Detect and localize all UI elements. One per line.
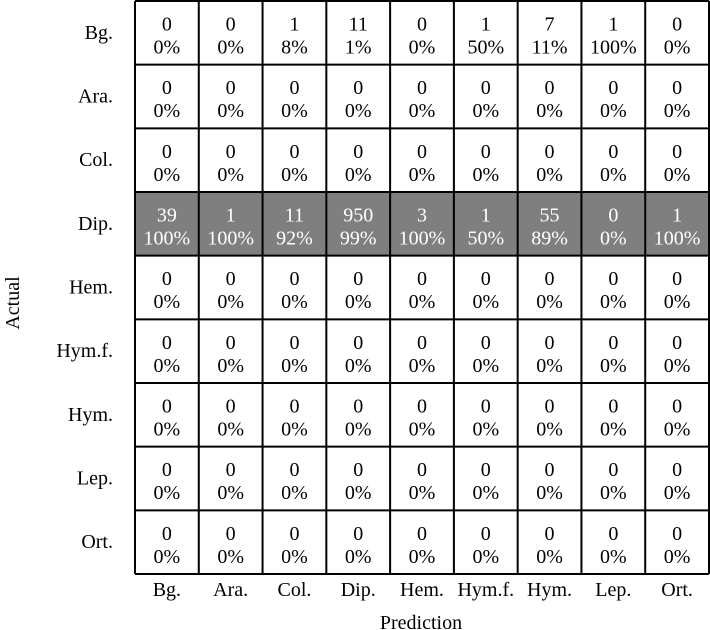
cell-count-label: 0 bbox=[544, 140, 555, 163]
cell-percent-label: 0% bbox=[344, 418, 372, 441]
cell-count-label: 0 bbox=[161, 459, 172, 482]
cell-count-label: 39 bbox=[156, 204, 177, 227]
x-tick-label: Dip. bbox=[340, 579, 376, 601]
cell-percent-label: 0% bbox=[536, 354, 563, 377]
cell-count-label: 0 bbox=[161, 331, 172, 354]
cell-percent-label: 0% bbox=[344, 100, 372, 123]
cell-count-label: 55 bbox=[539, 204, 560, 227]
y-axis-label: Actual bbox=[2, 276, 24, 330]
cell-count-label: 0 bbox=[417, 13, 427, 36]
cell-percent-label: 0% bbox=[217, 36, 245, 59]
cell-percent-label: 99% bbox=[339, 227, 377, 250]
cell-count-label: 0 bbox=[225, 331, 236, 354]
cell-count-label: 0 bbox=[225, 268, 236, 291]
cell-count-label: 0 bbox=[417, 522, 427, 545]
cell-count-label: 0 bbox=[417, 268, 427, 291]
cell-count-label: 0 bbox=[672, 140, 683, 163]
cell-count-label: 0 bbox=[161, 268, 172, 291]
cell-count-label: 0 bbox=[480, 331, 491, 354]
cell-percent-label: 0% bbox=[663, 291, 691, 314]
cell-percent-label: 0% bbox=[153, 36, 181, 59]
cell-count-label: 1 bbox=[289, 13, 300, 36]
cell-count-label: 0 bbox=[161, 395, 172, 418]
cell-percent-label: 0% bbox=[599, 163, 627, 186]
cell-count-label: 0 bbox=[353, 395, 364, 418]
cell-count-label: 0 bbox=[225, 459, 236, 482]
cell-percent-label: 0% bbox=[536, 545, 563, 568]
cell-count-label: 0 bbox=[608, 268, 619, 291]
cell-percent-label: 0% bbox=[663, 545, 691, 568]
cell-count-label: 0 bbox=[417, 77, 427, 100]
cell-percent-label: 0% bbox=[663, 163, 691, 186]
cell-percent-label: 0% bbox=[663, 418, 691, 441]
x-tick-labels bbox=[153, 579, 693, 601]
x-axis-label: Prediction bbox=[379, 612, 463, 630]
cell-percent-label: 0% bbox=[217, 100, 245, 123]
cell-percent-label: 0% bbox=[344, 163, 372, 186]
cell-count-label: 0 bbox=[289, 331, 300, 354]
cell-count-label: 0 bbox=[225, 395, 236, 418]
cell-percent-label: 0% bbox=[217, 418, 245, 441]
cell-count-label: 0 bbox=[544, 77, 555, 100]
cell-percent-label: 0% bbox=[153, 100, 181, 123]
y-tick-label: Bg. bbox=[84, 21, 113, 44]
x-tick-label: Hym.f. bbox=[457, 579, 515, 601]
cell-percent-label: 0% bbox=[663, 100, 691, 123]
y-tick-label: Ort. bbox=[81, 531, 113, 554]
y-tick-label: Col. bbox=[79, 149, 113, 172]
cell-percent-label: 100% bbox=[398, 227, 446, 250]
cell-percent-label: 0% bbox=[536, 418, 563, 441]
cell-percent-label: 0% bbox=[472, 482, 500, 505]
cell-count-label: 0 bbox=[672, 13, 683, 36]
cell-count-label: 0 bbox=[353, 268, 364, 291]
cell-percent-label: 0% bbox=[472, 354, 500, 377]
cell-count-label: 1 bbox=[480, 13, 491, 36]
cell-percent-label: 0% bbox=[153, 545, 181, 568]
cell-percent-label: 0% bbox=[536, 291, 563, 314]
cell-percent-label: 50% bbox=[467, 227, 505, 250]
cell-count-label: 0 bbox=[353, 140, 364, 163]
cell-count-label: 0 bbox=[480, 459, 491, 482]
cell-percent-label: 0% bbox=[599, 100, 627, 123]
cell-count-label: 1 bbox=[672, 204, 683, 227]
cell-count-label: 0 bbox=[480, 395, 491, 418]
cell-percent-label: 0% bbox=[599, 545, 627, 568]
cell-count-label: 0 bbox=[353, 331, 364, 354]
cell-percent-label: 0% bbox=[281, 418, 308, 441]
cell-count-label: 0 bbox=[289, 268, 300, 291]
cell-percent-label: 0% bbox=[408, 545, 436, 568]
cell-percent-label: 92% bbox=[276, 227, 313, 250]
cell-count-label: 0 bbox=[544, 459, 555, 482]
cell-percent-label: 0% bbox=[599, 227, 627, 250]
cell-count-label: 0 bbox=[289, 522, 300, 545]
cell-percent-label: 8% bbox=[281, 36, 308, 59]
cell-count-label: 0 bbox=[417, 395, 427, 418]
cell-count-label: 0 bbox=[544, 395, 555, 418]
cell-count-label: 0 bbox=[289, 77, 300, 100]
y-tick-label: Hem. bbox=[69, 276, 113, 299]
y-tick-label: Dip. bbox=[78, 212, 113, 235]
cell-percent-label: 0% bbox=[599, 418, 627, 441]
cell-count-label: 0 bbox=[289, 459, 300, 482]
cell-percent-label: 0% bbox=[472, 100, 500, 123]
cell-count-label: 0 bbox=[672, 331, 683, 354]
cell-count-label: 0 bbox=[480, 268, 491, 291]
cell-percent-label: 1% bbox=[344, 36, 372, 59]
x-tick-label: Hem. bbox=[400, 579, 444, 601]
cell-percent-label: 0% bbox=[408, 354, 436, 377]
cell-count-label: 0 bbox=[672, 522, 683, 545]
cell-percent-label: 0% bbox=[408, 418, 436, 441]
cell-percent-label: 0% bbox=[217, 482, 245, 505]
cell-count-label: 0 bbox=[608, 140, 619, 163]
cell-percent-label: 0% bbox=[472, 545, 500, 568]
cell-count-label: 0 bbox=[544, 331, 555, 354]
y-tick-label: Hym. bbox=[68, 403, 113, 426]
cell-percent-label: 0% bbox=[153, 291, 181, 314]
cell-count-label: 0 bbox=[417, 140, 427, 163]
cell-count-label: 0 bbox=[353, 522, 364, 545]
cell-count-label: 0 bbox=[417, 459, 427, 482]
cell-count-label: 0 bbox=[672, 77, 683, 100]
cell-percent-label: 0% bbox=[153, 418, 181, 441]
cell-percent-label: 0% bbox=[281, 482, 308, 505]
cell-percent-label: 100% bbox=[207, 227, 255, 250]
cell-count-label: 11 bbox=[284, 204, 305, 227]
cell-count-label: 0 bbox=[480, 522, 491, 545]
y-tick-label: Lep. bbox=[76, 467, 113, 490]
cell-percent-label: 0% bbox=[281, 100, 308, 123]
cell-percent-label: 0% bbox=[344, 545, 372, 568]
cell-percent-label: 50% bbox=[467, 36, 505, 59]
cell-count-label: 0 bbox=[289, 140, 300, 163]
cell-percent-label: 0% bbox=[408, 482, 436, 505]
cell-percent-label: 0% bbox=[472, 291, 500, 314]
cell-count-label: 11 bbox=[348, 13, 368, 36]
cell-percent-label: 89% bbox=[531, 227, 568, 250]
cell-count-label: 0 bbox=[544, 522, 555, 545]
cell-percent-label: 100% bbox=[143, 227, 191, 250]
cell-count-label: 0 bbox=[417, 331, 427, 354]
cell-percent-label: 0% bbox=[408, 163, 436, 186]
cell-percent-label: 0% bbox=[663, 354, 691, 377]
cell-percent-label: 0% bbox=[153, 163, 181, 186]
cell-percent-label: 0% bbox=[217, 354, 245, 377]
cell-count-label: 0 bbox=[672, 459, 683, 482]
cell-count-label: 0 bbox=[161, 140, 172, 163]
cell-count-label: 0 bbox=[672, 268, 683, 291]
cell-count-label: 0 bbox=[544, 268, 555, 291]
cell-percent-label: 0% bbox=[344, 482, 372, 505]
cell-percent-label: 0% bbox=[408, 291, 436, 314]
cell-percent-label: 0% bbox=[408, 36, 436, 59]
cell-count-label: 1 bbox=[608, 13, 619, 36]
cell-count-label: 1 bbox=[225, 204, 236, 227]
cell-percent-label: 0% bbox=[663, 482, 691, 505]
x-tick-label: Col. bbox=[277, 579, 312, 601]
cell-percent-label: 0% bbox=[344, 354, 372, 377]
cell-count-label: 7 bbox=[544, 13, 555, 36]
cell-count-label: 0 bbox=[225, 140, 236, 163]
cell-count-label: 0 bbox=[672, 395, 683, 418]
cell-percent-label: 0% bbox=[153, 354, 181, 377]
cell-percent-label: 0% bbox=[408, 100, 436, 123]
cell-percent-label: 0% bbox=[281, 354, 308, 377]
cell-percent-label: 0% bbox=[472, 163, 500, 186]
y-tick-label: Hym.f. bbox=[56, 340, 113, 363]
cell-percent-label: 0% bbox=[536, 163, 563, 186]
cell-percent-label: 0% bbox=[472, 418, 500, 441]
x-tick-label: Lep. bbox=[595, 579, 632, 601]
cell-percent-label: 0% bbox=[281, 291, 308, 314]
cell-count-label: 950 bbox=[343, 204, 374, 227]
cell-count-label: 0 bbox=[225, 77, 236, 100]
x-tick-label: Ara. bbox=[213, 579, 249, 601]
matrix-cells bbox=[135, 1, 709, 574]
cell-count-label: 0 bbox=[353, 77, 364, 100]
y-tick-labels bbox=[56, 22, 113, 553]
cell-count-label: 0 bbox=[608, 395, 619, 418]
cell-count-label: 0 bbox=[225, 522, 236, 545]
cell-count-label: 1 bbox=[480, 204, 491, 227]
cell-percent-label: 0% bbox=[217, 291, 245, 314]
cell-count-label: 0 bbox=[480, 140, 491, 163]
cell-percent-label: 0% bbox=[217, 545, 245, 568]
cell-count-label: 0 bbox=[608, 204, 619, 227]
cell-count-label: 0 bbox=[161, 77, 172, 100]
cell-percent-label: 11% bbox=[531, 36, 568, 59]
cell-percent-label: 0% bbox=[217, 163, 245, 186]
cell-percent-label: 100% bbox=[589, 36, 637, 59]
x-tick-label: Ort. bbox=[661, 579, 693, 601]
cell-count-label: 0 bbox=[161, 13, 172, 36]
cell-percent-label: 0% bbox=[599, 291, 627, 314]
cell-percent-label: 0% bbox=[344, 291, 372, 314]
cell-count-label: 0 bbox=[225, 13, 236, 36]
cell-percent-label: 0% bbox=[281, 163, 308, 186]
cell-count-label: 0 bbox=[353, 459, 364, 482]
cell-count-label: 0 bbox=[161, 522, 172, 545]
y-tick-label: Ara. bbox=[78, 85, 113, 108]
x-tick-label: Hym. bbox=[527, 579, 573, 601]
cell-count-label: 3 bbox=[417, 204, 427, 227]
cell-percent-label: 0% bbox=[663, 36, 691, 59]
cell-count-label: 0 bbox=[608, 522, 619, 545]
cell-percent-label: 0% bbox=[536, 482, 563, 505]
cell-percent-label: 0% bbox=[281, 545, 308, 568]
cell-count-label: 0 bbox=[608, 459, 619, 482]
cell-count-label: 0 bbox=[608, 77, 619, 100]
cell-percent-label: 0% bbox=[536, 100, 563, 123]
cell-count-label: 0 bbox=[608, 331, 619, 354]
cell-count-label: 0 bbox=[289, 395, 300, 418]
cell-percent-label: 0% bbox=[599, 354, 627, 377]
x-tick-label: Bg. bbox=[152, 579, 182, 601]
cell-percent-label: 0% bbox=[153, 482, 181, 505]
cell-count-label: 0 bbox=[480, 77, 491, 100]
cell-percent-label: 0% bbox=[599, 482, 627, 505]
cell-percent-label: 100% bbox=[653, 227, 701, 250]
